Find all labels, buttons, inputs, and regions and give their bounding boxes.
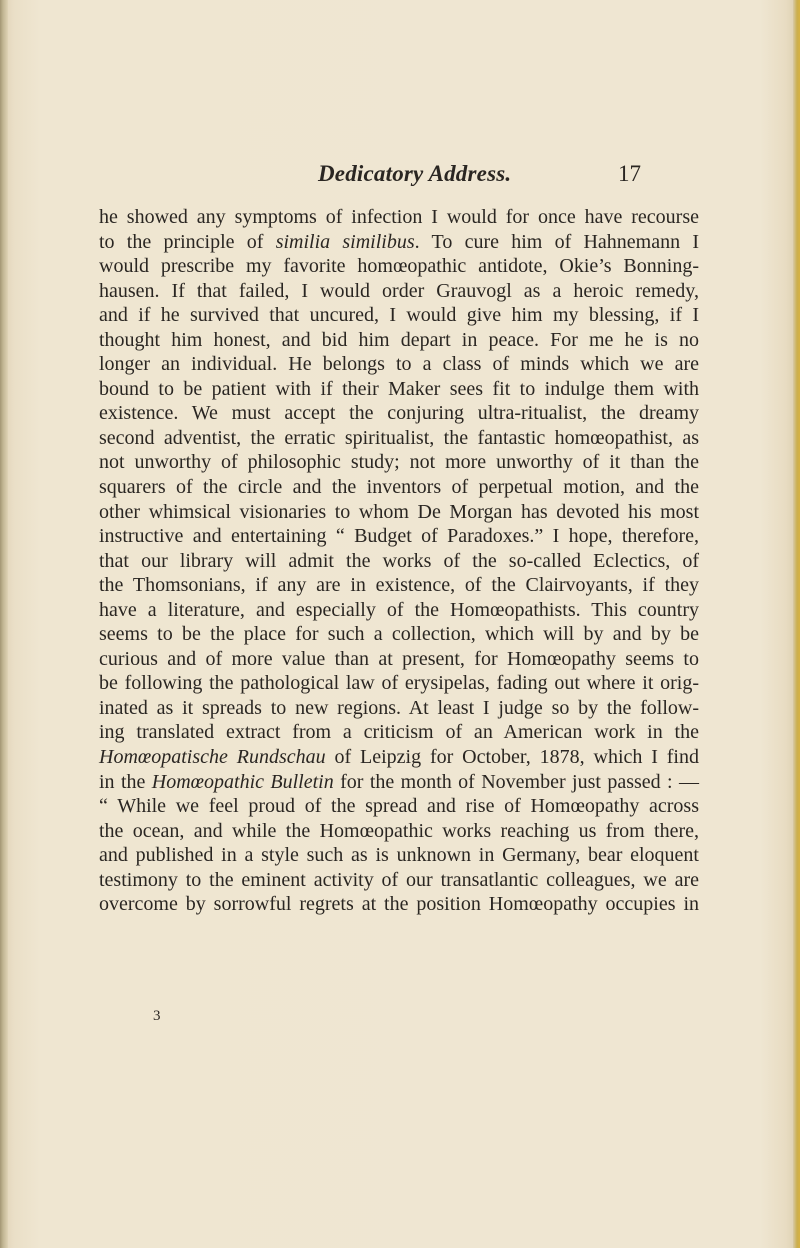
text-line: instructive and entertaining “ Budget of Paradoxes.” I hope, therefore, xyxy=(99,525,699,548)
body-text xyxy=(99,205,699,917)
text-line: overcome by sorrowful regrets at the position Homœopathy occupies in xyxy=(99,893,699,916)
text-line: would prescribe my favorite homœopathic antidote, Okie’s Bonning- xyxy=(99,255,699,278)
text-line: second adventist, the erratic spiritualist, the fantastic homœopathist, as xyxy=(99,426,699,449)
running-head: Dedicatory Address. xyxy=(318,161,512,186)
text-line: the ocean, and while the Homœopathic works reaching us from there, xyxy=(99,819,699,842)
text-line: squarers of the circle and the inventors of perpetual motion, and the xyxy=(99,476,699,499)
text-line: that our library will admit the works of the so-called Eclectics, of xyxy=(99,549,699,572)
text-fragment: for the month of November just passed : — xyxy=(333,770,699,793)
text-line: and published in a style such as is unknown in Germany, bear eloquent xyxy=(99,844,699,867)
page-right-edge xyxy=(793,0,800,1248)
text-line xyxy=(99,745,699,770)
text-line: existence. We must accept the conjuring ultra-ritualist, the dreamy xyxy=(99,402,699,425)
text-line: inated as it spreads to new regions. At least I judge so by the follow- xyxy=(99,696,699,719)
text-line xyxy=(99,230,699,255)
italic-phrase: Homœopatische Rundschau xyxy=(99,746,326,769)
text-line: hausen. If that failed, I would order Grauvogl as a heroic remedy, xyxy=(99,279,699,302)
text-fragment: . To cure him of Hahnemann I xyxy=(414,230,700,253)
text-fragment: in the xyxy=(99,770,152,793)
text-line xyxy=(99,770,699,795)
text-line: curious and of more value than at present, for Homœopathy seems to xyxy=(99,647,699,670)
text-line: other whimsical visionaries to whom De Morgan has devoted his most xyxy=(99,500,699,523)
page-header xyxy=(318,161,648,195)
italic-phrase: similia similibus xyxy=(275,230,415,253)
text-fragment: of Leipzig for October, 1878, which I find xyxy=(325,746,699,769)
page-number: 17 xyxy=(618,161,641,186)
italic-phrase: Homœopathic Bulletin xyxy=(151,770,334,793)
text-line: thought him honest, and bid him depart in peace. For me he is no xyxy=(99,328,699,351)
text-line: be following the pathological law of erysipelas, fading out where it orig- xyxy=(99,672,699,695)
signature-mark: 3 xyxy=(153,1008,161,1024)
text-line: testimony to the eminent activity of our transatlantic colleagues, we are xyxy=(99,868,699,891)
page-left-shadow xyxy=(0,0,8,1248)
text-line: not unworthy of philosophic study; not more unworthy of it than the xyxy=(99,451,699,474)
text-line: the Thomsonians, if any are in existence, of the Clairvoyants, if they xyxy=(99,574,699,597)
text-line: “ While we feel proud of the spread and rise of Homœopathy across xyxy=(99,795,699,818)
text-line: have a literature, and especially of the Homœopathists. This country xyxy=(99,598,699,621)
text-line: ing translated extract from a criticism of an American work in the xyxy=(99,721,699,744)
text-line: and if he survived that uncured, I would give him my blessing, if I xyxy=(99,304,699,327)
text-line: he showed any symptoms of infection I would for once have recourse xyxy=(99,206,699,228)
text-line: seems to be the place for such a collection, which will by and by be xyxy=(99,623,699,646)
text-line: longer an individual. He belongs to a class of minds which we are xyxy=(99,353,699,376)
text-fragment: to the principle of xyxy=(99,230,276,253)
text-line: bound to be patient with if their Maker sees fit to indulge them with xyxy=(99,377,699,400)
